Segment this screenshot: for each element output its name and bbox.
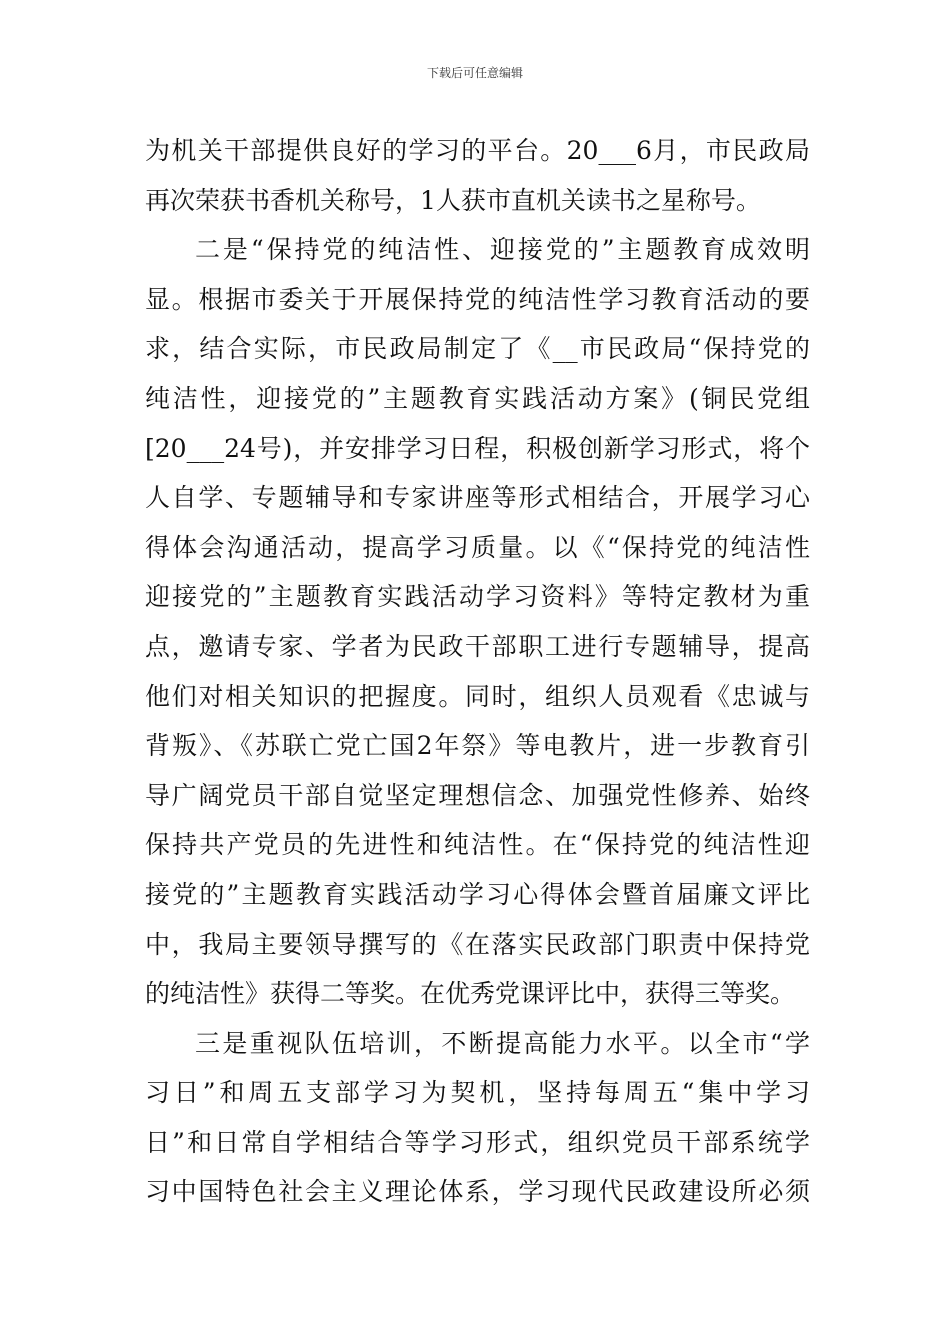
text-line: 背叛》、《苏联亡党亡国2年祭》等电教片，进一步教育引 — [145, 731, 810, 761]
text-line: 点，邀请专家、学者为民政干部职工进行专题辅导，提高 — [145, 631, 810, 661]
text-line: 日”和日常自学相结合等学习形式，组织党员干部系统学 — [145, 1127, 810, 1157]
text-line: 接党的”主题教育实践活动学习心得体会暨首届廉文评比 — [145, 879, 810, 909]
text-line: 求，结合实际，市民政局制定了《__市民政局“保持党的 — [145, 334, 810, 364]
text-line: 再次荣获书香机关称号，1人获市直机关读书之星称号。 — [145, 185, 761, 215]
text-line: 导广阔党员干部自觉坚定理想信念、加强党性修养、始终 — [145, 780, 810, 810]
text-line: 的纯洁性》获得二等奖。在优秀党课评比中，获得三等奖。 — [145, 979, 796, 1009]
text-line: 得体会沟通活动，提高学习质量。以《“保持党的纯洁性 — [145, 532, 810, 562]
page-header: 下载后可任意编辑 — [426, 66, 523, 80]
text-line: 中，我局主要领导撰写的《在落实民政部门职责中保持党 — [145, 929, 810, 959]
text-line: [20___24号)，并安排学习日程，积极创新学习形式，将个 — [145, 433, 810, 463]
text-line: 保持共产党员的先进性和纯洁性。在“保持党的纯洁性迎 — [145, 830, 810, 860]
text-line: 纯洁性，迎接党的”主题教育实践活动方案》(铜民党组 — [145, 383, 810, 413]
document-body — [145, 126, 810, 1217]
text-line: 显。根据市委关于开展保持党的纯洁性学习教育活动的要 — [145, 284, 810, 314]
paragraph-first-line: 二是“保持党的纯洁性、迎接党的”主题教育成效明 — [195, 235, 810, 265]
text-line: 他们对相关知识的把握度。同时，组织人员观看《忠诚与 — [145, 681, 810, 711]
paragraph-first-line: 三是重视队伍培训，不断提高能力水平。以全市“学 — [195, 1028, 810, 1058]
text-line: 习日”和周五支部学习为契机，坚持每周五“集中学习 — [145, 1078, 810, 1108]
text-line: 迎接党的”主题教育实践活动学习资料》等特定教材为重 — [145, 582, 810, 612]
text-line: 人自学、专题辅导和专家讲座等形式相结合，开展学习心 — [145, 483, 810, 513]
text-line: 为机关干部提供良好的学习的平台。20___6月，市民政局 — [145, 136, 810, 165]
text-line: 习中国特色社会主义理论体系，学习现代民政建设所必须 — [145, 1177, 810, 1207]
